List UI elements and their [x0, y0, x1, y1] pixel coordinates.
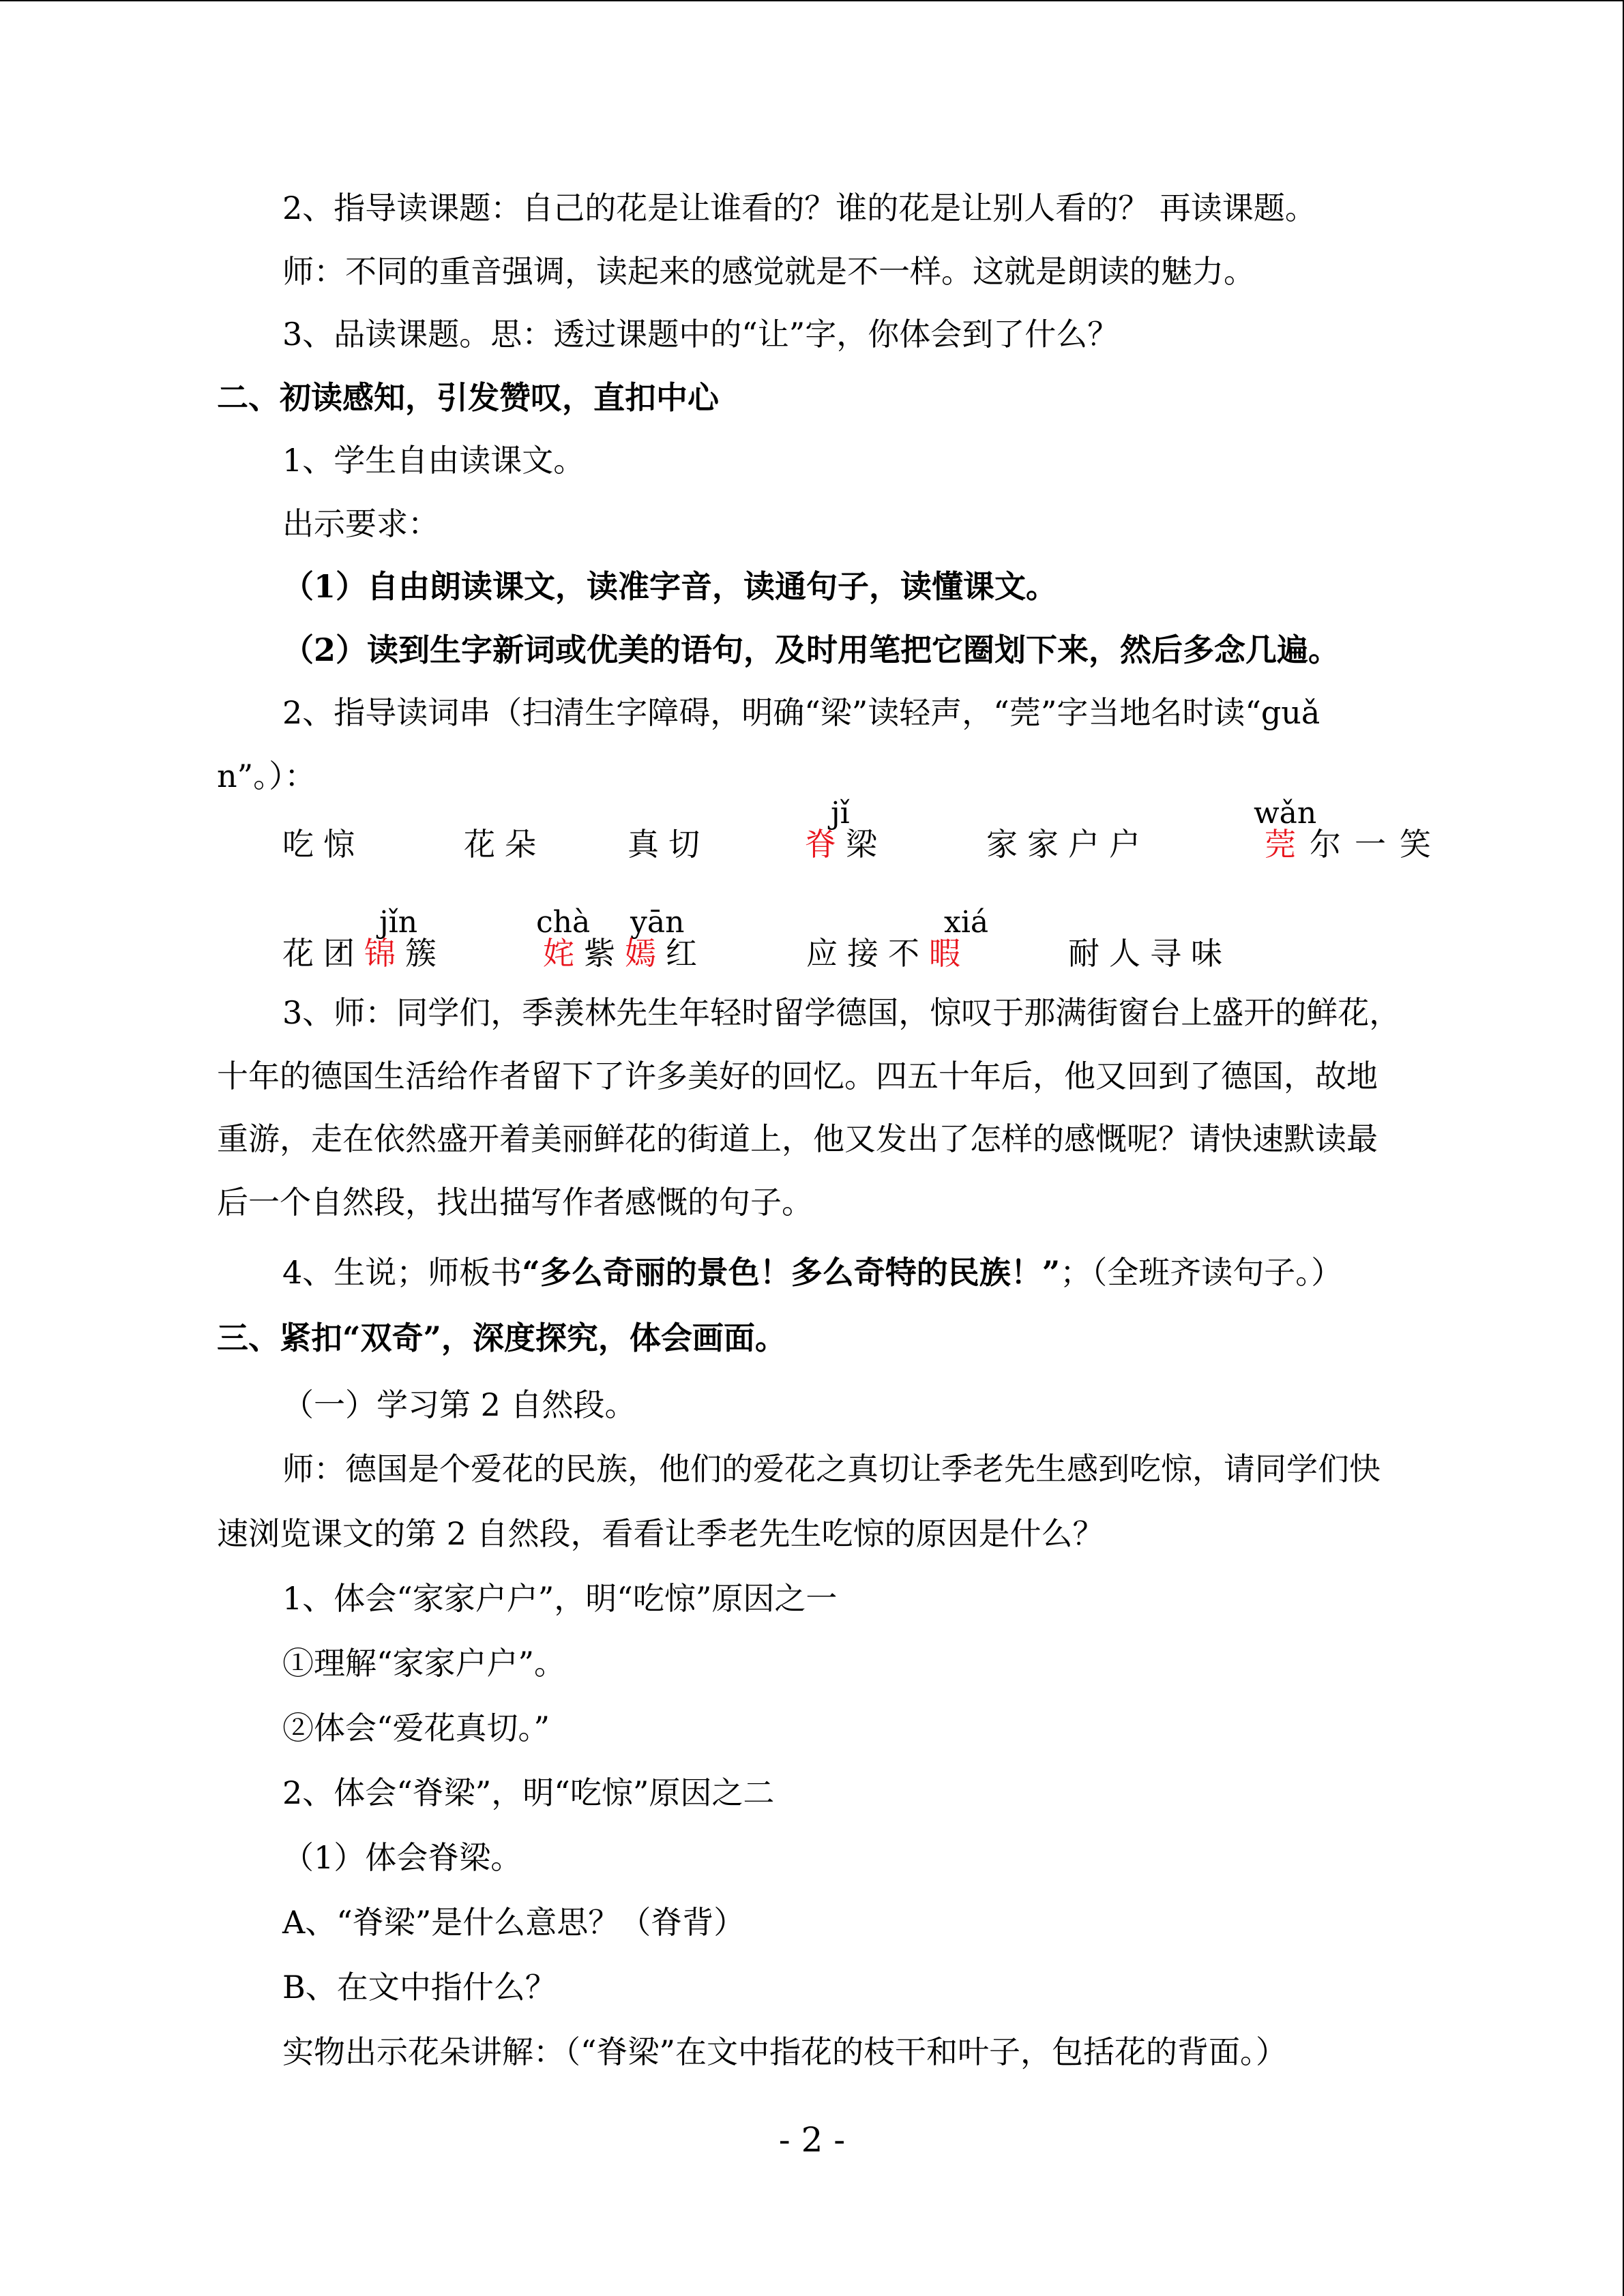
- vocab-word: 家家户户: [986, 826, 1150, 863]
- vocab-pre: 花团: [282, 935, 364, 972]
- vocab-highlight-char: 姹: [543, 935, 584, 972]
- vocab-mid: 紫: [584, 935, 625, 972]
- vocab-rest: 簇: [405, 935, 446, 972]
- pinyin-annotation: jǐn: [379, 905, 418, 940]
- pinyin-annotation: xiá: [944, 905, 989, 940]
- text-line: 2、指导读课题：自己的花是让谁看的？谁的花是让别人看的？ 再读课题。: [282, 190, 1316, 226]
- text-line: 重游，走在依然盛开着美丽鲜花的街道上，他又发出了怎样的感慨呢？请快速默读最: [217, 1120, 1378, 1157]
- requirement-line: （1）自由朗读课文，读准字音，读通句子，读懂课文。: [282, 568, 1058, 605]
- vocab-word: 花朵: [464, 826, 546, 863]
- text-line: 实物出示花朵讲解：（“脊梁”在文中指花的枝干和叶子，包括花的背面。）: [282, 2033, 1288, 2070]
- text-line: 2、指导读词串（扫清生字障碍，明确“梁”读轻声，“莞”字当地名时读“guǎ: [282, 694, 1320, 731]
- board-pre: 4、生说；师板书: [282, 1254, 522, 1291]
- text-line: ①理解“家家户户”。: [282, 1645, 566, 1682]
- board-sentence: “多么奇丽的景色！多么奇特的民族！”: [522, 1254, 1061, 1291]
- text-line: ②体会“爱花真切。”: [282, 1710, 550, 1746]
- vocab-rest: 尔一笑: [1310, 826, 1445, 863]
- text-line: 1、学生自由读课文。: [282, 442, 585, 479]
- text-line: 师：德国是个爱花的民族，他们的爱花之真切让季老先生感到吃惊，请同学们快: [282, 1450, 1381, 1487]
- vocab-word: 真切: [628, 826, 709, 863]
- vocab-word: [1265, 824, 1445, 865]
- text-line: B、在文中指什么？: [282, 1969, 557, 2006]
- text-line: 速浏览课文的第 2 自然段，看看让季老先生吃惊的原因是什么？: [217, 1515, 1104, 1552]
- page-number: - 2 -: [778, 2120, 846, 2160]
- vocab-rest: 梁: [846, 826, 887, 863]
- pinyin-annotation: wǎn: [1254, 796, 1317, 831]
- vocab-highlight-char: 嫣: [625, 935, 666, 972]
- pinyin-annotation: chà: [536, 905, 591, 940]
- board-post: ；（全班齐读句子。）: [1060, 1254, 1343, 1291]
- text-line: 后一个自然段，找出描写作者感慨的句子。: [217, 1184, 813, 1221]
- text-line: （1）体会脊梁。: [282, 1839, 522, 1876]
- text-line: （一）学习第 2 自然段。: [282, 1386, 636, 1423]
- vocab-word: 吃惊: [282, 826, 364, 863]
- section-heading: 二、初读感知，引发赞叹，直扣中心: [217, 379, 719, 416]
- text-line: 1、体会“家家户户”，明“吃惊”原因之一: [282, 1580, 838, 1617]
- vocab-word: [543, 933, 707, 974]
- page-border-top: [0, 0, 1624, 1]
- board-line: [282, 1252, 1342, 1293]
- text-line: 十年的德国生活给作者留下了许多美好的回忆。四五十年后，他又回到了德国，故地: [217, 1058, 1378, 1094]
- text-line: 2、体会“脊梁”，明“吃惊”原因之二: [282, 1774, 775, 1811]
- vocab-word: 耐人寻味: [1068, 935, 1232, 972]
- vocab-rest: 红: [666, 935, 707, 972]
- vocab-highlight-char: 脊: [805, 826, 846, 863]
- vocab-word: [282, 933, 446, 974]
- vocab-highlight-char: 暇: [929, 935, 970, 972]
- text-line: 出示要求：: [282, 505, 439, 542]
- text-line: 师：不同的重音强调，读起来的感觉就是不一样。这就是朗读的魅力。: [282, 253, 1255, 290]
- text-line: A、“脊梁”是什么意思？（脊背）: [282, 1904, 745, 1941]
- vocab-pre: 应接不: [806, 935, 929, 972]
- pinyin-annotation: yān: [630, 905, 685, 940]
- section-heading: 三、紧扣“双奇”，深度探究，体会画面。: [217, 1320, 786, 1356]
- requirement-line: （2）读到生字新词或优美的语句，及时用笔把它圈划下来，然后多念几遍。: [282, 631, 1340, 668]
- pinyin-annotation: jǐ: [831, 796, 850, 831]
- text-line: 3、师：同学们，季羡林先生年轻时留学德国，惊叹于那满街窗台上盛开的鲜花，: [282, 994, 1401, 1031]
- vocab-highlight-char: 莞: [1265, 826, 1310, 863]
- vocab-word: [806, 933, 970, 974]
- text-line: 3、品读课题。思：透过课题中的“让”字，你体会到了什么？: [282, 316, 1119, 353]
- vocab-word: [805, 824, 887, 865]
- text-line: n”。）：: [217, 758, 316, 794]
- vocab-highlight-char: 锦: [364, 935, 405, 972]
